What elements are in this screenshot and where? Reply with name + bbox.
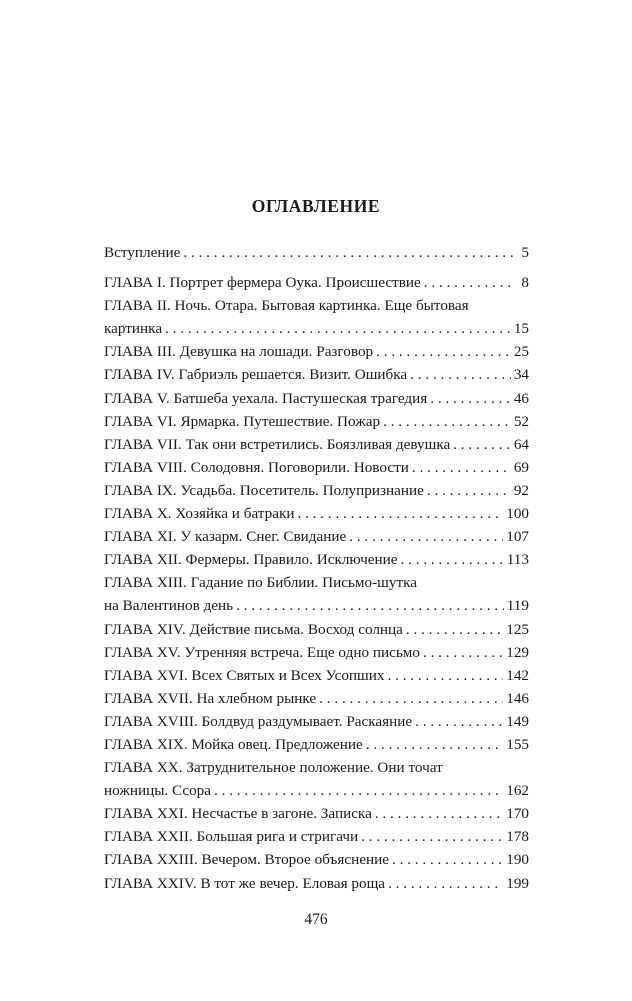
toc-entry-title: Вступление bbox=[104, 244, 181, 261]
toc-entry-page: 170 bbox=[506, 805, 529, 823]
dot-leader bbox=[375, 802, 503, 825]
toc-entry-title: ГЛАВА XVIII. Болдвуд раздумывает. Раскаяние bbox=[104, 712, 413, 730]
toc-entry bbox=[104, 641, 529, 664]
toc-entry-row bbox=[104, 479, 529, 502]
toc-entry-title: ГЛАВА XIV. Действие письма. Восход солнца bbox=[104, 620, 403, 638]
toc-entry-page: 162 bbox=[506, 782, 529, 800]
toc-entry bbox=[104, 502, 529, 525]
toc-entry-row bbox=[104, 433, 529, 456]
toc-entry-row bbox=[104, 456, 529, 479]
toc-entry-title: ГЛАВА IV. Габриэль решается. Визит. Ошибка bbox=[104, 366, 408, 384]
toc-entry-row bbox=[104, 410, 529, 433]
toc-entry-title-line: ГЛАВА XX. Затруднительное положение. Они точат bbox=[104, 759, 443, 777]
toc-entry bbox=[104, 241, 529, 264]
toc-entry-page: 25 bbox=[513, 343, 529, 361]
toc-entry-row bbox=[104, 872, 529, 895]
toc-entry bbox=[104, 294, 529, 340]
dot-leader bbox=[401, 548, 504, 571]
toc-entry-title: ГЛАВА XXI. Несчастье в загоне. Записка bbox=[104, 805, 372, 823]
toc-entry-page: 113 bbox=[506, 551, 529, 569]
dot-leader bbox=[453, 433, 511, 456]
dot-leader bbox=[412, 456, 511, 479]
dot-leader bbox=[406, 618, 503, 641]
toc-entry-title: ГЛАВА III. Девушка на лошади. Разговор bbox=[104, 343, 374, 361]
toc-entry-row bbox=[104, 641, 529, 664]
toc-entry-title: ГЛАВА X. Хозяйка и батраки bbox=[104, 505, 295, 523]
toc-entry-row bbox=[104, 710, 529, 733]
toc-entry bbox=[104, 410, 529, 433]
toc-entry-page: 8 bbox=[521, 274, 529, 292]
toc-entry-title: ГЛАВА VI. Ярмарка. Путешествие. Пожар bbox=[104, 412, 381, 430]
toc-entry-row bbox=[104, 525, 529, 548]
dot-leader bbox=[361, 825, 503, 848]
toc-entry-page: 34 bbox=[513, 366, 529, 384]
toc-entry-title: ГЛАВА IX. Усадьба. Посетитель. Полупризнание bbox=[104, 481, 424, 499]
dot-leader bbox=[319, 687, 503, 710]
toc-entry bbox=[104, 825, 529, 848]
dot-leader bbox=[297, 502, 503, 525]
toc-entry bbox=[104, 571, 529, 617]
toc-entry-row bbox=[104, 340, 529, 363]
toc-entry bbox=[104, 456, 529, 479]
toc-entry-row bbox=[104, 848, 529, 871]
toc-entry bbox=[104, 433, 529, 456]
dot-leader bbox=[349, 525, 503, 548]
dot-leader bbox=[415, 710, 503, 733]
toc-entry bbox=[104, 340, 529, 363]
toc-entry-row bbox=[104, 733, 529, 756]
toc-entry-row bbox=[104, 502, 529, 525]
toc-entry-page: 5 bbox=[521, 244, 529, 261]
toc-entry-page: 190 bbox=[506, 851, 529, 869]
dot-leader bbox=[376, 340, 511, 363]
toc-entry-title: ножницы. Ссора bbox=[104, 782, 212, 800]
toc-entry-row bbox=[104, 594, 529, 617]
toc-entry-title: ГЛАВА XXII. Большая рига и стригачи bbox=[104, 828, 359, 846]
dot-leader bbox=[214, 779, 503, 802]
toc-entry-title: ГЛАВА XIX. Мойка овец. Предложение bbox=[104, 735, 363, 753]
toc-entry-page: 129 bbox=[506, 643, 529, 661]
dot-leader bbox=[392, 848, 503, 871]
toc-entry-title: ГЛАВА XVII. На хлебном рынке bbox=[104, 689, 317, 707]
page-number: 476 bbox=[304, 911, 328, 928]
toc-entry-page: 155 bbox=[506, 735, 529, 753]
toc-entry-page: 92 bbox=[513, 481, 529, 499]
dot-leader bbox=[410, 363, 511, 386]
toc-entry-title: ГЛАВА I. Портрет фермера Оука. Происшествие bbox=[104, 274, 421, 292]
dot-leader bbox=[424, 271, 514, 294]
dot-leader bbox=[383, 410, 511, 433]
toc-entry-page: 199 bbox=[506, 874, 529, 892]
toc-entry-page: 100 bbox=[506, 505, 529, 523]
dot-leader bbox=[423, 641, 503, 664]
dot-leader bbox=[387, 664, 503, 687]
toc-entry bbox=[104, 479, 529, 502]
toc-entry-row bbox=[104, 664, 529, 687]
toc-entry-page: 146 bbox=[506, 689, 529, 707]
toc-entry-row bbox=[104, 363, 529, 386]
toc-entry-title-line: ГЛАВА II. Ночь. Отара. Бытовая картинка. Еще бытовая bbox=[104, 297, 469, 315]
toc-entry-row bbox=[104, 271, 529, 294]
toc-entry bbox=[104, 525, 529, 548]
toc-entry-page: 119 bbox=[506, 597, 529, 615]
toc-entry-page: 52 bbox=[513, 412, 529, 430]
toc-entry-title: ГЛАВА V. Батшеба уехала. Пастушеская трагедия bbox=[104, 389, 428, 407]
toc-entry-title: ГЛАВА XI. У казарм. Снег. Свидание bbox=[104, 528, 347, 546]
toc-entry-title: ГЛАВА XVI. Всех Святых и Всех Усопших bbox=[104, 666, 385, 684]
toc-entry-row bbox=[104, 548, 529, 571]
toc-entry-page: 46 bbox=[513, 389, 529, 407]
toc-entry-title: ГЛАВА XV. Утренняя встреча. Еще одно письмо bbox=[104, 643, 420, 661]
toc-entry bbox=[104, 363, 529, 386]
dot-leader bbox=[430, 387, 511, 410]
toc-entry-row bbox=[104, 687, 529, 710]
table-of-contents bbox=[104, 241, 529, 895]
toc-entry-page: 178 bbox=[506, 828, 529, 846]
toc-entry bbox=[104, 618, 529, 641]
toc-heading: ОГЛАВЛЕНИЕ bbox=[251, 196, 381, 216]
toc-entry-page: 15 bbox=[513, 320, 529, 338]
toc-entry-row bbox=[104, 802, 529, 825]
toc-entry bbox=[104, 802, 529, 825]
toc-entry-title-line: ГЛАВА XIII. Гадание по Библии. Письмо-шутка bbox=[104, 574, 417, 592]
toc-entry-row bbox=[104, 779, 529, 802]
dot-leader bbox=[236, 594, 504, 617]
toc-entry bbox=[104, 271, 529, 294]
toc-entry-title: ГЛАВА VIII. Солодовня. Поговорили. Новости bbox=[104, 458, 409, 476]
toc-entry bbox=[104, 756, 529, 802]
toc-entry-row bbox=[104, 618, 529, 641]
toc-entry-row bbox=[104, 317, 529, 340]
toc-entry-row bbox=[104, 825, 529, 848]
toc-entry-title: на Валентинов день bbox=[104, 597, 234, 615]
toc-entry bbox=[104, 710, 529, 733]
toc-entry bbox=[104, 548, 529, 571]
dot-leader bbox=[165, 317, 511, 340]
toc-entry bbox=[104, 387, 529, 410]
toc-entry-title: ГЛАВА VII. Так они встретились. Боязливая девушка bbox=[104, 435, 451, 453]
dot-leader bbox=[388, 872, 503, 895]
toc-entry-page: 142 bbox=[506, 666, 529, 684]
toc-entry-page: 64 bbox=[513, 435, 529, 453]
toc-entry bbox=[104, 687, 529, 710]
dot-leader bbox=[183, 241, 514, 264]
toc-entry-row bbox=[104, 387, 529, 410]
toc-entry-page: 107 bbox=[506, 528, 529, 546]
toc-entry-title: ГЛАВА XXIII. Вечером. Второе объяснение bbox=[104, 851, 389, 869]
toc-entry-page: 69 bbox=[513, 458, 529, 476]
toc-entry-title: ГЛАВА XII. Фермеры. Правило. Исключение bbox=[104, 551, 398, 569]
toc-entry-row bbox=[104, 241, 529, 264]
dot-leader bbox=[427, 479, 511, 502]
toc-entry bbox=[104, 848, 529, 871]
toc-entry bbox=[104, 733, 529, 756]
toc-entry-page: 149 bbox=[506, 712, 529, 730]
toc-entry-title: картинка bbox=[104, 320, 163, 338]
toc-entry bbox=[104, 872, 529, 895]
toc-entry-title: ГЛАВА XXIV. В тот же вечер. Еловая роща bbox=[104, 874, 386, 892]
toc-entry-page: 125 bbox=[506, 620, 529, 638]
toc-entry bbox=[104, 664, 529, 687]
dot-leader bbox=[366, 733, 503, 756]
